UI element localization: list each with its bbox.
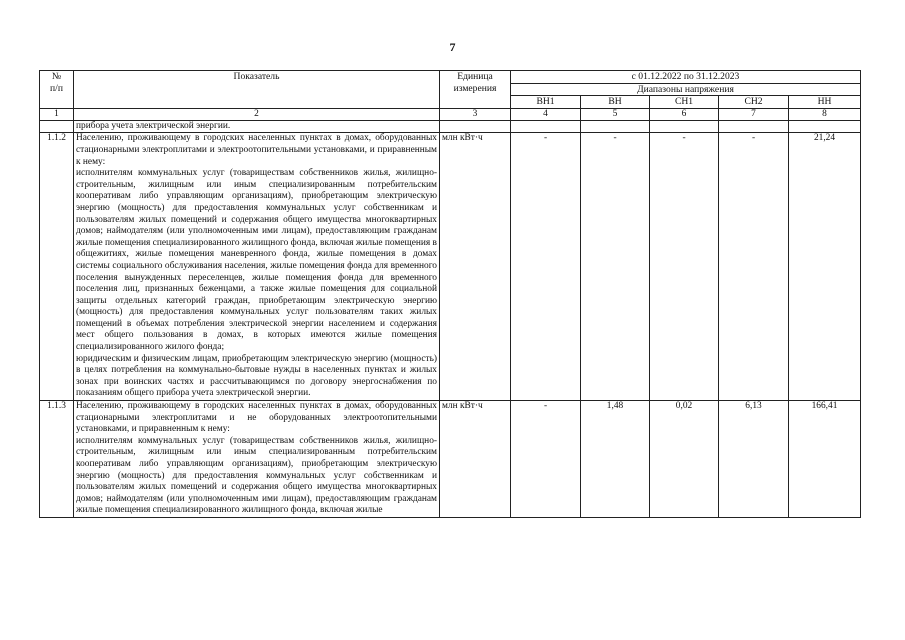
page-number: 7 xyxy=(449,40,456,54)
value-vn1: - xyxy=(511,401,581,518)
header-period: с 01.12.2022 по 31.12.2023 xyxy=(511,71,861,84)
row-indicator xyxy=(74,401,440,518)
indicator-text: юридическим и физическим лицам, приобретающим электрическую энергию (мощность) в целях потребления на коммунально-бытовые нужды в населенных пунктах и жилых зонах при воинских частях и рассчитывающимся по договору энергоснабжения по показаниям общего прибора учета электрической энергии. xyxy=(76,353,437,399)
value-vn xyxy=(581,120,650,133)
table-row xyxy=(40,120,861,133)
value-sn2: - xyxy=(719,133,789,401)
value-sn1: 0,02 xyxy=(650,401,719,518)
column-number: 8 xyxy=(789,108,861,120)
indicator-text: исполнителям коммунальных услуг (товариществам собственников жилья, жилищно-строительным, жилищным или иным специализированным потребительским кооперативам либо управляющим организациям), приобретающим электрическую энергию (мощность) для предоставления коммунальных услуг собственникам и пользователям жилых помещений и содержания общего имущества многоквартирных домов; наймодателям (или уполномоченным ими лицам), предоставляющим гражданам жилые помещения специализированного жилищного фонда, включая жилые xyxy=(76,435,437,516)
value-nn: 166,41 xyxy=(789,401,861,518)
value-sn1: - xyxy=(650,133,719,401)
row-unit xyxy=(440,120,511,133)
indicator-text: Населению, проживающему в городских населенных пунктах в домах, оборудованных стационарными электроплитами и не оборудованных электроотопительными установками, и приравненным к нему: xyxy=(76,401,437,435)
header-range-nn: НН xyxy=(789,96,861,109)
header-unit: Единица измерения xyxy=(440,71,511,109)
column-number: 1 xyxy=(40,108,74,120)
value-vn: 1,48 xyxy=(581,401,650,518)
row-number: 1.1.2 xyxy=(40,133,74,401)
value-sn1 xyxy=(650,120,719,133)
indicator-text: исполнителям коммунальных услуг (товариществам собственников жилья, жилищно-строительным, жилищным или иным специализированным потребительским кооперативам либо управляющим организациям), приобретающим электрическую энергию (мощность) для предоставления коммунальных услуг собственникам и пользователям жилых помещений и содержания общего имущества многоквартирных домов; наймодателям (или уполномоченным ими лицам), предоставляющим гражданам жилые помещения специализированного жилищного фонда, включая жилые помещения в общежитиях, жилые помещения маневренного фонда, жилые помещения в домах системы социального обслуживания населения, жилые помещения фонда для временного поселения вынужденных переселенцев, жилые помещения фонда для временного поселения лиц, признанных беженцами, а также жилые помещения для социальной защиты отдельных категорий граждан, приобретающим электрическую энергию (мощность) для предоставления коммунальных услуг пользователям таких жилых помещений в объемах потребления электрической энергии населением и содержания мест общего пользования в домах, в которых имеются жилые помещения специализированного жилого фонда; xyxy=(76,168,437,353)
value-sn2 xyxy=(719,120,789,133)
header-range-vn: ВН xyxy=(581,96,650,109)
value-vn1 xyxy=(511,120,581,133)
header-range-vn1: ВН1 xyxy=(511,96,581,109)
indicator-text: Населению, проживающему в городских населенных пунктах в домах, оборудованных стационарными электроплитами и электроотопительными установками, и приравненным к нему: xyxy=(76,133,437,167)
value-nn xyxy=(789,120,861,133)
column-number: 5 xyxy=(581,108,650,120)
value-sn2: 6,13 xyxy=(719,401,789,518)
column-number: 3 xyxy=(440,108,511,120)
row-unit: млн кВт·ч xyxy=(440,133,511,401)
tariff-table xyxy=(39,70,861,518)
column-number: 4 xyxy=(511,108,581,120)
table-row xyxy=(40,133,861,401)
header-ranges-title: Диапазоны напряжения xyxy=(511,83,861,96)
header-indicator: Показатель xyxy=(74,71,440,109)
row-number: 1.1.3 xyxy=(40,401,74,518)
table-row xyxy=(40,401,861,518)
indicator-text: прибора учета электрической энергии. xyxy=(76,120,231,131)
row-unit: млн кВт·ч xyxy=(440,401,511,518)
row-indicator xyxy=(74,120,440,133)
value-nn: 21,24 xyxy=(789,133,861,401)
column-number: 7 xyxy=(719,108,789,120)
column-numbers-row xyxy=(40,108,861,120)
header-range-sn2: СН2 xyxy=(719,96,789,109)
value-vn: - xyxy=(581,133,650,401)
column-number: 2 xyxy=(74,108,440,120)
header-no: № п/п xyxy=(40,71,74,109)
header-range-sn1: СН1 xyxy=(650,96,719,109)
row-number xyxy=(40,120,74,133)
value-vn1: - xyxy=(511,133,581,401)
column-number: 6 xyxy=(650,108,719,120)
row-indicator xyxy=(74,133,440,401)
